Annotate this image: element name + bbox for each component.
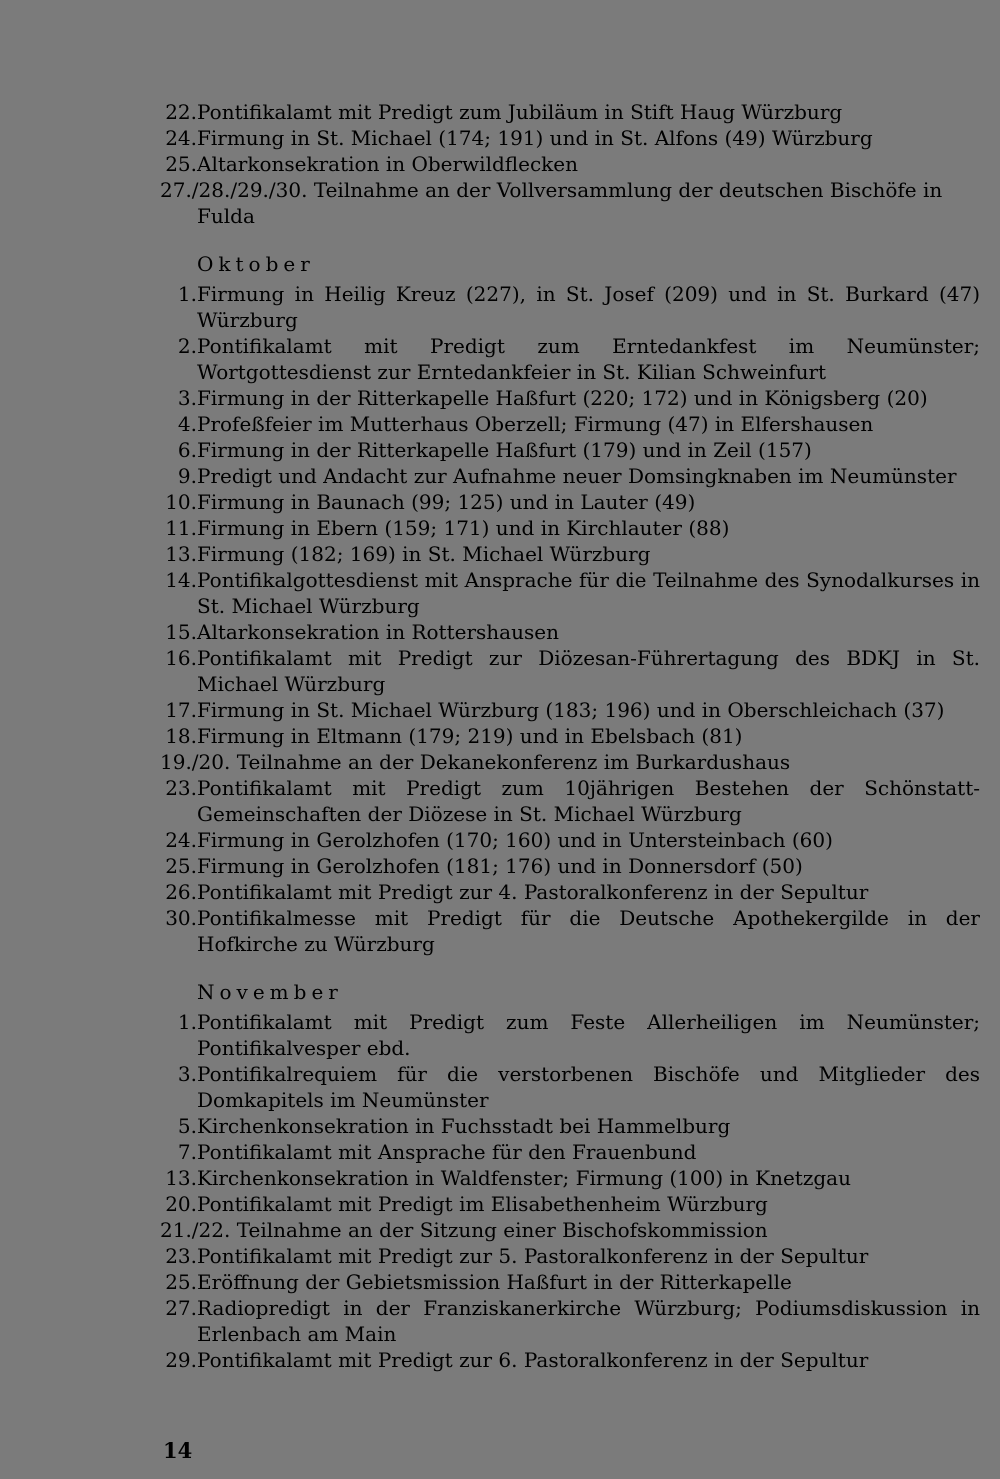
entry-date: 26. <box>165 880 197 904</box>
entry-text: Pontifikalamt mit Predigt zum 10jährigen Bestehen der Schönstatt-Gemeinschaften der Diözese in St. Michael Würzburg <box>197 776 980 826</box>
entry-text: Pontifikalamt mit Predigt zum Jubiläum in Stift Haug Würzburg <box>197 100 843 124</box>
entry-oktober-19 <box>160 905 980 957</box>
entry-text: Firmung in der Ritterkapelle Haßfurt (220; 172) und in Königsberg (20) <box>197 386 928 410</box>
entry-text: Firmung in Heilig Kreuz (227), in St. Josef (209) und in St. Burkard (47) Würzburg <box>197 282 980 332</box>
entry-september_tail-2 <box>160 151 980 177</box>
entry-oktober-11 <box>160 645 980 697</box>
entry-oktober-1 <box>160 333 980 385</box>
entry-november-6 <box>160 1217 980 1243</box>
entry-date: 15. <box>165 620 197 644</box>
entry-november-7 <box>160 1243 980 1269</box>
entry-date: 18. <box>165 724 197 748</box>
entry-date: 7. <box>177 1140 197 1164</box>
entry-date: 30. <box>165 906 197 930</box>
entry-date: 4. <box>177 412 197 436</box>
entry-text: Teilnahme an der Sitzung einer Bischofskommission <box>236 1218 768 1242</box>
entry-date: 13. <box>165 1166 197 1190</box>
entry-date: 21./22. <box>160 1218 231 1242</box>
entry-november-3 <box>160 1139 980 1165</box>
chronicle-content <box>160 99 980 1373</box>
entry-date: 23. <box>165 776 197 800</box>
entry-text: Firmung in Baunach (99; 125) und in Lauter (49) <box>197 490 696 514</box>
entry-text: Pontifikalamt mit Predigt zur 5. Pastoralkonferenz in der Sepultur <box>197 1244 869 1268</box>
entry-text: Teilnahme an der Dekanekonferenz im Burkardushaus <box>236 750 791 774</box>
entry-text: Pontifikalamt mit Predigt zur 4. Pastoralkonferenz in der Sepultur <box>197 880 869 904</box>
entry-date: 1. <box>177 1010 197 1034</box>
entry-date: 23. <box>165 1244 197 1268</box>
entry-text: Firmung in der Ritterkapelle Haßfurt (179) und in Zeil (157) <box>197 438 812 462</box>
entry-text: Pontifikalamt mit Predigt im Elisabethenheim Würzburg <box>197 1192 768 1216</box>
entry-text: Pontifikalamt mit Predigt zur Diözesan-Führertagung des BDKJ in St. Michael Würzburg <box>197 646 980 696</box>
entry-date: 6. <box>177 438 197 462</box>
entry-text: Firmung in St. Michael (174; 191) und in St. Alfons (49) Würzburg <box>197 126 873 150</box>
entry-date: 10. <box>165 490 197 514</box>
entry-text: Firmung in Gerolzhofen (181; 176) und in Donnersdorf (50) <box>197 854 803 878</box>
november-section <box>160 1009 980 1373</box>
entry-text: Firmung in Gerolzhofen (170; 160) und in Untersteinbach (60) <box>197 828 833 852</box>
entry-november-5 <box>160 1191 980 1217</box>
entry-oktober-15 <box>160 775 980 827</box>
page-number: 14 <box>163 1438 193 1463</box>
entry-date: 25. <box>165 854 197 878</box>
entry-september_tail-3 <box>160 177 980 229</box>
entry-date: 9. <box>177 464 197 488</box>
entry-date: 2. <box>177 334 197 358</box>
entry-date: 25. <box>165 152 197 176</box>
entry-november-4 <box>160 1165 980 1191</box>
entry-text: Firmung in St. Michael Würzburg (183; 196) und in Oberschleichach (37) <box>197 698 945 722</box>
entry-september_tail-0 <box>160 99 980 125</box>
entry-date: 25. <box>165 1270 197 1294</box>
entry-oktober-12 <box>160 697 980 723</box>
entry-oktober-14 <box>160 749 980 775</box>
entry-text: Firmung in Eltmann (179; 219) und in Ebelsbach (81) <box>197 724 743 748</box>
entry-oktober-0 <box>160 281 980 333</box>
entry-text: Predigt und Andacht zur Aufnahme neuer Domsingknaben im Neumünster <box>197 464 957 488</box>
entry-oktober-10 <box>160 619 980 645</box>
entry-text: Pontifikalgottesdienst mit Ansprache für die Teilnahme des Synodalkurses in St. Michael Würzburg <box>197 568 980 618</box>
entry-oktober-2 <box>160 385 980 411</box>
entry-text: Pontifikalmesse mit Predigt für die Deutsche Apothekergilde in der Hofkirche zu Würzburg <box>197 906 980 956</box>
entry-text: Firmung (182; 169) in St. Michael Würzburg <box>197 542 651 566</box>
entry-date: 3. <box>177 1062 197 1086</box>
entry-text: Pontifikalrequiem für die verstorbenen Bischöfe und Mitglieder des Domkapitels im Neumünster <box>197 1062 980 1112</box>
entry-date: 13. <box>165 542 197 566</box>
entry-text: Altarkonsekration in Rottershausen <box>197 620 559 644</box>
entry-text: Altarkonsekration in Oberwildflecken <box>197 152 578 176</box>
entry-date: 20. <box>165 1192 197 1216</box>
entry-date: 24. <box>165 828 197 852</box>
entry-november-8 <box>160 1269 980 1295</box>
entry-date: 16. <box>165 646 197 670</box>
september-section <box>160 99 980 229</box>
entry-date: 11. <box>165 516 197 540</box>
entry-november-2 <box>160 1113 980 1139</box>
entry-date: 29. <box>165 1348 197 1372</box>
entry-text: Kirchenkonsekration in Fuchsstadt bei Hammelburg <box>197 1114 731 1138</box>
entry-date: 22. <box>165 100 197 124</box>
entry-oktober-7 <box>160 515 980 541</box>
entry-november-0 <box>160 1009 980 1061</box>
entry-text: Pontifikalamt mit Predigt zum Feste Allerheiligen im Neumünster; Pontifikalvesper ebd. <box>197 1010 980 1060</box>
entry-date: 19./20. <box>160 750 231 774</box>
entry-oktober-6 <box>160 489 980 515</box>
entry-text: Pontifikalamt mit Predigt zur 6. Pastoralkonferenz in der Sepultur <box>197 1348 869 1372</box>
entry-date: 14. <box>165 568 197 592</box>
entry-date: 17. <box>165 698 197 722</box>
entry-text: Teilnahme an der Vollversammlung der deutschen Bischöfe in Fulda <box>197 178 943 228</box>
entry-oktober-8 <box>160 541 980 567</box>
entry-oktober-16 <box>160 827 980 853</box>
oktober-section <box>160 281 980 957</box>
entry-text: Pontifikalamt mit Ansprache für den Frauenbund <box>197 1140 697 1164</box>
month-heading-oktober: Oktober <box>197 252 315 276</box>
entry-text: Kirchenkonsekration in Waldfenster; Firmung (100) in Knetzgau <box>197 1166 851 1190</box>
entry-oktober-5 <box>160 463 980 489</box>
month-heading-november: November <box>197 980 343 1004</box>
entry-september_tail-1 <box>160 125 980 151</box>
entry-date: 5. <box>177 1114 197 1138</box>
entry-oktober-4 <box>160 437 980 463</box>
entry-text: Firmung in Ebern (159; 171) und in Kirchlauter (88) <box>197 516 730 540</box>
entry-november-1 <box>160 1061 980 1113</box>
entry-november-9 <box>160 1295 980 1347</box>
entry-oktober-9 <box>160 567 980 619</box>
entry-oktober-18 <box>160 879 980 905</box>
entry-date: 27./28./29./30. <box>160 178 308 202</box>
entry-date: 27. <box>165 1296 197 1320</box>
entry-oktober-13 <box>160 723 980 749</box>
entry-date: 24. <box>165 126 197 150</box>
entry-text: Pontifikalamt mit Predigt zum Erntedankfest im Neumünster; Wortgottesdienst zur Erntedankfeier in St. Kilian Schweinfurt <box>197 334 980 384</box>
entry-date: 3. <box>177 386 197 410</box>
entry-november-10 <box>160 1347 980 1373</box>
entry-text: Profeßfeier im Mutterhaus Oberzell; Firmung (47) in Elfershausen <box>197 412 874 436</box>
entry-oktober-17 <box>160 853 980 879</box>
entry-date: 1. <box>177 282 197 306</box>
entry-oktober-3 <box>160 411 980 437</box>
entry-text: Radiopredigt in der Franziskanerkirche Würzburg; Podiumsdiskussion in Erlenbach am Main <box>197 1296 980 1346</box>
entry-text: Eröffnung der Gebietsmission Haßfurt in der Ritterkapelle <box>197 1270 792 1294</box>
